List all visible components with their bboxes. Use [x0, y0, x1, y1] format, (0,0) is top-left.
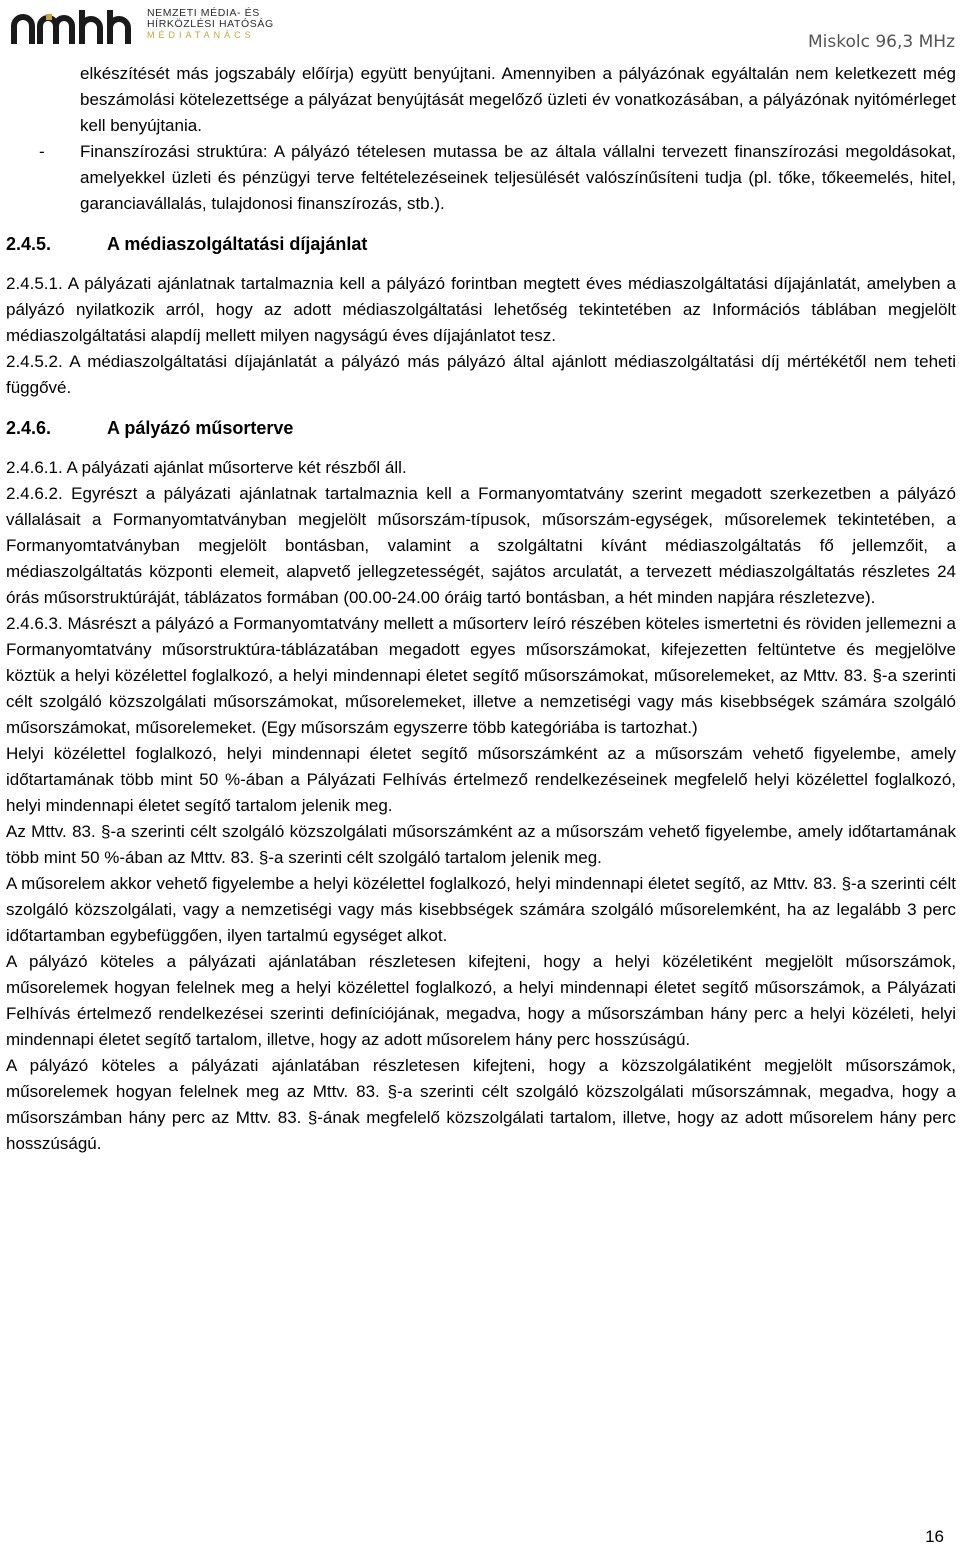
- document-body: [6, 61, 956, 1157]
- section-title: A médiaszolgáltatási díjajánlat: [107, 234, 368, 254]
- bullet-dash: -: [39, 142, 45, 161]
- page-header: [0, 0, 960, 58]
- section-heading-2-4-6: [6, 415, 956, 441]
- logo-org-line1: NEMZETI MÉDIA- ÉS: [147, 7, 260, 19]
- header-station-label: Miskolc 96,3 MHz: [808, 32, 955, 52]
- section-heading-2-4-5: [6, 231, 956, 257]
- paragraph-helyi-kozelet: Helyi közélettel foglalkozó, helyi mindennapi életet segítő műsorszámként az a műsorszám vehető figyelembe, amely időtartamának több mint 50 %-ában a Pályázati Felhívás értelmező rendelkezéseinek megfelelő helyi közélettel foglalkozó, helyi mindennapi életet segítő tartalom jelenik meg.: [6, 744, 956, 815]
- paragraph-continuation: elkészítését más jogszabály előírja) együtt benyújtani. Amennyiben a pályázónak egyáltalán nem keletkezett még beszámolási kötelezettsége a pályázat benyújtását megelőző üzleti év vonatkozásában, a pályázónak nyitómérleget kell benyújtania.: [80, 64, 956, 135]
- paragraph-2-4-6-3: 2.4.6.3. Másrészt a pályázó a Formanyomtatvány mellett a műsorterv leíró részében köteles ismertetni és röviden jellemezni a Formanyomtatvány műsorstruktúra-táblázatában megadott egyes műsorszámokat, kifejezetten feltüntetve és megjelölve köztük a helyi közélettel foglalkozó, a helyi mindennapi életet segítő műsorszámokat, műsorelemeket, az Mttv. 83. §-a szerinti célt szolgáló közszolgálati műsorszámokat, műsorelemeket, illetve a nemzetiségi vagy más kisebbségek számára szolgáló műsorszámokat, műsorelemeket. (Egy műsorszám egyszerre több kategóriába is tartozhat.): [6, 614, 956, 737]
- bullet-text: Finanszírozási struktúra: A pályázó tételesen mutassa be az általa vállalni tervezett finanszírozási megoldásokat, amelyekkel üzleti és pénzügyi terve feltételezéseinek teljesülését valószínűsíteni tudja (pl. tőke, tőkeemelés, hitel, garanciavállalás, tulajdonosi finanszírozás, stb.).: [80, 142, 956, 213]
- logo-org-line2: HÍRKÖZLÉSI HATÓSÁG: [147, 18, 274, 30]
- paragraph-koteles-kozszolgalati: A pályázó köteles a pályázati ajánlatában részletesen kifejteni, hogy a közszolgálatiként megjelölt műsorszámok, műsorelemek hogyan felelnek meg az Mttv. 83. §-a szerinti célt szolgáló közszolgálati műsorszámnak, megadva, hogy a műsorszámban hány perc az Mttv. 83. §-ának megfelelő közszolgálati tartalom, illetve, hogy az adott műsorelem hány perc hosszúságú.: [6, 1056, 956, 1153]
- paragraph-2-4-5-2: 2.4.5.2. A médiaszolgáltatási díjajánlatát a pályázó más pályázó által ajánlott médiaszolgáltatási díj mértékétől nem teheti függővé.: [6, 352, 956, 397]
- paragraph-2-4-6-2: 2.4.6.2. Egyrészt a pályázati ajánlatnak tartalmaznia kell a Formanyomtatvány szerint megadott szerkezetben a pályázó vállalásait a Formanyomtatványban megjelölt műsorszám-típusok, műsorszám-egységek, műsorelemek tekintetében, a Formanyomtatványban megjelölt bontásban, valamint a szolgáltatni kívánt médiaszolgáltatás fő jellemzőit, a médiaszolgáltatás központi elemeit, alapvető jellegzetességét, sajátos arculatát, a tervezett médiaszolgáltatás részletes 24 órás műsorstruktúráját, táblázatos formában (00.00-24.00 óráig tartó bontásban, a hét minden napjára részletezve).: [6, 484, 956, 607]
- section-number: 2.4.5.: [6, 234, 52, 254]
- section-title: A pályázó műsorterve: [107, 418, 294, 438]
- section-number: 2.4.6.: [6, 418, 52, 438]
- logo-org-name: [147, 8, 274, 41]
- nmhh-logo-icon: [10, 6, 140, 46]
- paragraph-koteles-helyi: A pályázó köteles a pályázati ajánlatában részletesen kifejteni, hogy a helyi közéletiként megjelölt műsorszámok, műsorelemek hogyan felelnek meg a helyi közélettel foglalkozó, a helyi mindennapi életet segítő műsorszámok, a Pályázati Felhívás értelmező rendelkezései szerinti definíciójának, megadva, hogy a műsorszámban hány perc a helyi közéleti, helyi mindennapi életet segítő tartalom, illetve, hogy az adott műsorelem hány perc hosszúságú.: [6, 952, 956, 1049]
- bullet-item-finanszirozas: [6, 139, 956, 217]
- paragraph-2-4-6-1: 2.4.6.1. A pályázati ajánlat műsorterve két részből áll.: [6, 458, 407, 477]
- paragraph-mttv-83: Az Mttv. 83. §-a szerinti célt szolgáló közszolgálati műsorszámként az a műsorszám vehető figyelembe, amely időtartamának több mint 50 %-ában az Mttv. 83. §-a szerinti célt szolgáló tartalom jelenik meg.: [6, 822, 956, 867]
- page-number: 16: [925, 1527, 944, 1546]
- logo-org-line3: MÉDIATANÁCS: [147, 30, 255, 40]
- paragraph-musorelem: A műsorelem akkor vehető figyelembe a helyi közélettel foglalkozó, helyi mindennapi életet segítő, az Mttv. 83. §-a szerinti célt szolgáló közszolgálati, vagy a nemzetiségi vagy más kisebbségek számára szolgáló műsorelemként, ha az legalább 3 perc időtartamban egybefüggően, ilyen tartalmú egységet alkot.: [6, 874, 956, 945]
- paragraph-2-4-5-1: 2.4.5.1. A pályázati ajánlatnak tartalmaznia kell a pályázó forintban megtett éves médiaszolgáltatási díjajánlatát, amelyben a pályázó nyilatkozik arról, hogy az adott médiaszolgáltatási lehetőség tekintetében az Információs táblában megjelölt médiaszolgáltatási alapdíj mellett milyen nagyságú éves díjajánlatot tesz.: [6, 274, 956, 345]
